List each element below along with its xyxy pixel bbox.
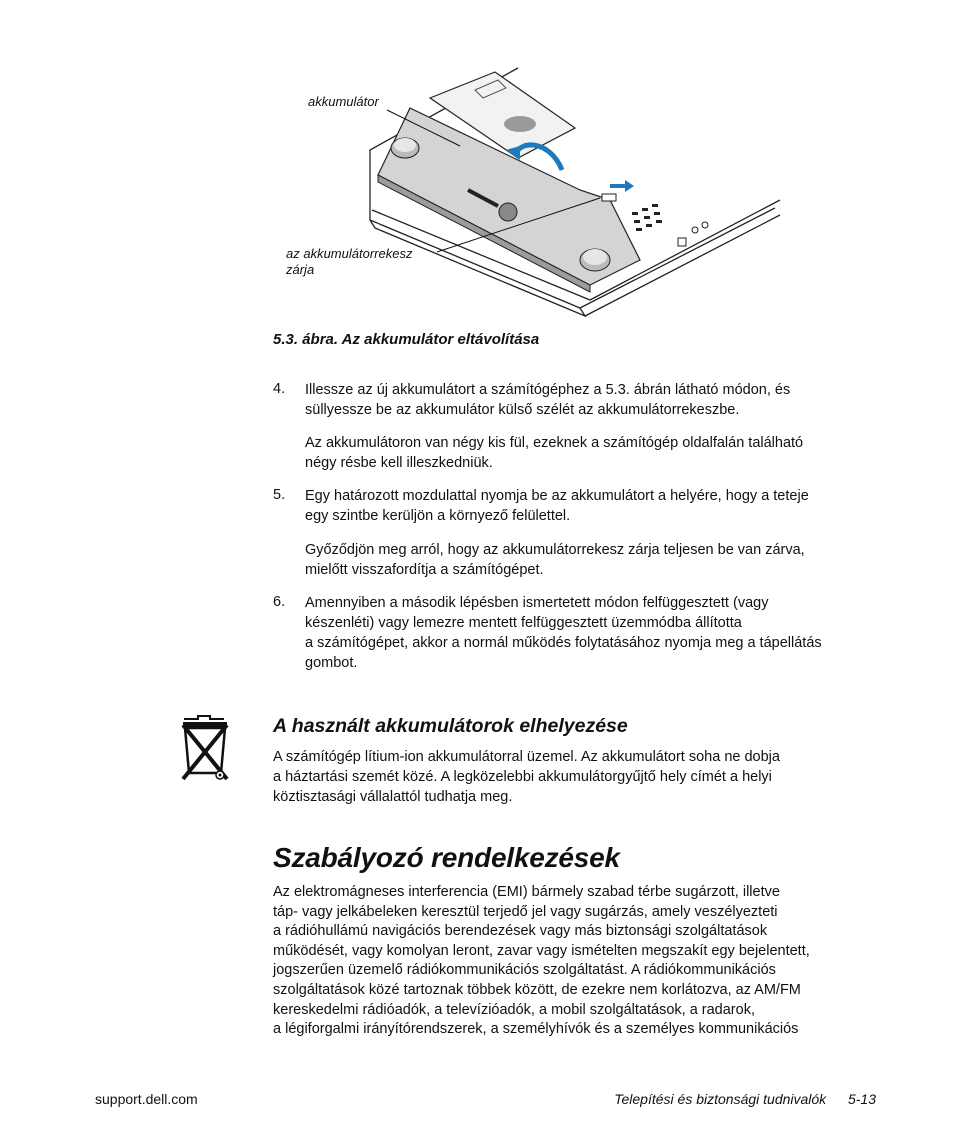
footer-document-title: Telepítési és biztonsági tudnivalók	[614, 1091, 827, 1107]
step-paragraph: Az akkumulátoron van négy kis fül, ezeknek a számítógép oldalfalán található négy résbe kell illeszkedniük.	[305, 435, 804, 471]
crossed-out-wheelie-bin-icon	[178, 713, 232, 783]
figure-label-battery: akkumulátor	[308, 94, 379, 109]
step-paragraph: Győződjön meg arról, hogy az akkumulátorrekesz zárja teljesen be van zárva, mielőtt visszafordítja a számítógépet.	[305, 542, 805, 578]
disposal-paragraph: A számítógép lítium-ion akkumulátorral üzemel. Az akkumulátort soha ne dobja a háztartási szemét közé. A legközelebbi akkumulátorgyűjtő hely címét a helyi köztisztasági vállalattól tudhatja meg.	[273, 749, 780, 805]
footer-running-title	[614, 1091, 876, 1107]
step-number: 4.	[273, 381, 286, 397]
step-paragraph: Illessze az új akkumulátort a számítógéphez a 5.3. ábrán látható módon, és süllyessze be az akkumulátor külső szélét az akkumulátorrekeszbe.	[305, 382, 791, 418]
step-number: 5.	[273, 487, 286, 503]
section-heading-regulatory: Szabályozó rendelkezések	[273, 842, 620, 873]
step-number: 6.	[273, 594, 286, 610]
step-paragraph: Amennyiben a második lépésben ismertetett módon felfüggesztett (vagy készenléti) vagy lemezre mentett felfüggesztett üzemmódba állította a számítógépet, akkor a normál működés folytatásához nyomja meg a tápellátás gombot.	[305, 595, 822, 671]
figure-label-latch: az akkumulátorrekesz zárja	[286, 246, 413, 277]
section-heading-disposal: A használt akkumulátorok elhelyezése	[273, 715, 628, 737]
footer-website: support.dell.com	[95, 1091, 198, 1107]
step-paragraph: Egy határozott mozdulattal nyomja be az akkumulátort a helyére, hogy a teteje egy szintbe kerüljön a környező felülettel.	[305, 488, 809, 524]
figure-caption: 5.3. ábra. Az akkumulátor eltávolítása	[273, 331, 540, 348]
page-number: 5-13	[847, 1091, 876, 1107]
regulatory-paragraph: Az elektromágneses interferencia (EMI) bármely szabad térbe sugárzott, illetve táp- vagy jelkábeleken keresztül terjedő jel vagy sugárzás, amely veszélyezteti a rádióhullámú navigációs berendezések vagy más biztonsági szolgáltatások működését, vagy komolyan leront, zavar vagy ismételten megszakít egy bejelentett, jogszerűen üzemelő rádiókommunikációs szolgáltatást. A rádiókommunikációs szolgáltatások közé tartoznak többek között, de ezekre nem korlátozva, az AM/FM kereskedelmi rádióadók, a televízióadók, a mobil szolgáltatások, a radarok, a légiforgalmi irányítórendszerek, a személyhívók és a személyes kommunikációs	[273, 884, 810, 1038]
